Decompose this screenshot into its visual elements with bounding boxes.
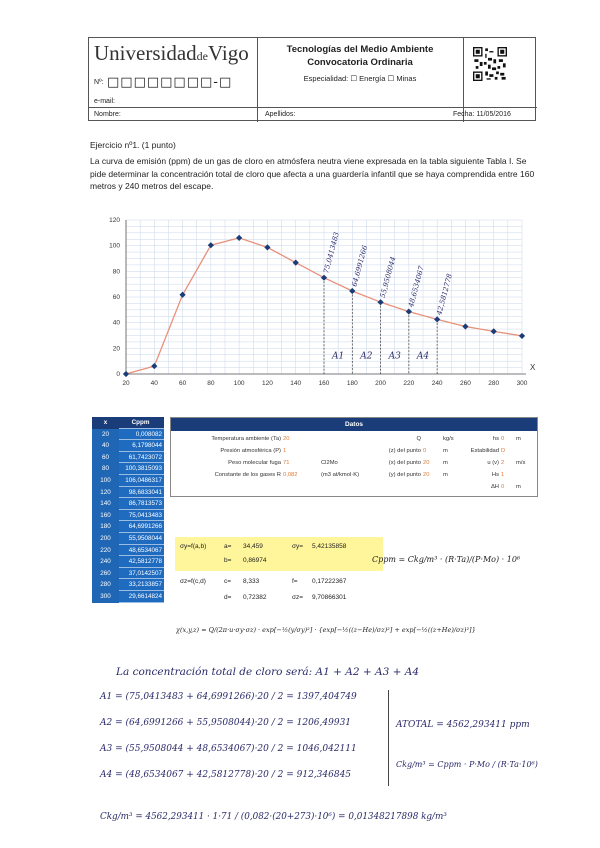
x-cell: 160 <box>92 510 119 522</box>
sy-symbol: σy= <box>292 543 304 550</box>
x-tick-label: 80 <box>207 380 215 387</box>
student-number-label: Nº: <box>94 79 104 86</box>
a-label: a= <box>224 543 232 550</box>
x-tick-label: 20 <box>122 380 130 387</box>
sy-func-label: σy=f(a,b) <box>180 543 207 550</box>
c-cell: 64,6991266 <box>119 521 164 533</box>
y-tick-label: 80 <box>112 268 120 276</box>
datos-cell: 71 <box>283 460 290 466</box>
value-annotation: 48,6534067 <box>407 265 426 309</box>
x-cell: 20 <box>92 429 119 441</box>
x-cell: 180 <box>92 521 119 533</box>
b-value: 0,86974 <box>243 557 267 564</box>
x-tick-label: 280 <box>488 380 500 387</box>
data-point <box>208 242 214 248</box>
k-value: 0,17222367 <box>312 578 347 585</box>
surname-label: Apellidos: <box>265 111 296 118</box>
c-cell: 29,6614824 <box>119 591 164 603</box>
area-label: A2 <box>360 351 373 362</box>
area-label: A4 <box>416 351 430 362</box>
datos-cell: kg/s <box>443 436 454 442</box>
hw-a2: A2 = (64,6991266 + 55,9508044)·20 / 2 = 1206,49931 <box>100 718 352 728</box>
hw-atotal: ATOTAL = 4562,293411 ppm <box>396 720 530 730</box>
x-tick-label: 220 <box>403 380 415 387</box>
hw-a1: A1 = (75,0413483 + 64,6991266)·20 / 2 = 1397,404749 <box>100 692 357 702</box>
x-tick-label: 180 <box>346 380 358 387</box>
x-cell: 300 <box>92 591 119 603</box>
datos-cell: D <box>501 448 506 454</box>
c-cell: 61,7423072 <box>119 452 164 464</box>
datos-cell: 1 <box>501 472 505 478</box>
hw-ckg-result: Ckg/m³ = 4562,293411 · 1·71 / (0,082·(20+273)·10⁶) = 0,01348217898 kg/m³ <box>100 812 447 822</box>
datos-cell: m/s <box>516 460 526 466</box>
datos-cell: Peso molecular fuga <box>228 460 281 466</box>
conversion-formula: Cppm = Ckg/m³ · (R·Ta)/(P·Mo) · 10⁶ <box>372 555 521 564</box>
datos-cell: m <box>443 472 448 478</box>
data-point <box>349 288 355 294</box>
x-cell: 280 <box>92 579 119 591</box>
value-annotation: 75,0413483 <box>322 231 341 275</box>
data-point <box>264 244 270 250</box>
x-tick-label: 60 <box>178 380 187 387</box>
datos-cell: hs <box>492 436 499 442</box>
datos-cell: (x) del punto <box>388 460 421 466</box>
hw-brace <box>388 690 389 786</box>
x-cell: 260 <box>92 568 119 580</box>
datos-cell: Presión atmosférica (P) <box>220 448 281 454</box>
data-point <box>434 316 440 322</box>
x-tick-label: 240 <box>431 380 443 387</box>
d-value: 0,72382 <box>243 594 267 601</box>
y-tick-label: 0 <box>116 371 120 378</box>
course-title: Tecnologías del Medio Ambiente <box>286 44 434 55</box>
emission-chart <box>90 212 538 390</box>
datos-cell: m <box>443 448 448 454</box>
x-cell: 220 <box>92 545 119 557</box>
x-tick-label: 140 <box>290 380 302 387</box>
datos-cell: 0 <box>501 484 505 490</box>
y-tick-label: 120 <box>109 217 120 224</box>
c-cell: 6,1798044 <box>119 440 164 452</box>
c-cell: 106,0486317 <box>119 475 164 487</box>
sz-symbol: σz= <box>292 594 304 601</box>
area-label: A1 <box>332 351 345 362</box>
area-label: A3 <box>388 351 401 362</box>
datos-cell: u (v) <box>487 460 499 466</box>
datos-cell: 20 <box>283 436 290 442</box>
email-label: e-mail: <box>94 98 116 105</box>
x-tick-label: 100 <box>233 380 245 387</box>
name-label: Nombre: <box>94 111 121 118</box>
datos-cell: (m3 at/kmol·K) <box>321 472 360 478</box>
c-cell: 33,2133857 <box>119 579 164 591</box>
d-label: d= <box>224 594 232 601</box>
datos-cell: 0 <box>501 436 505 442</box>
hw-a4: A4 = (48,6534067 + 42,5812778)·20 / 2 = 912,346845 <box>100 770 352 780</box>
data-point <box>406 308 412 314</box>
y-tick-label: 20 <box>112 345 120 353</box>
x-cell: 240 <box>92 556 119 568</box>
x-tick-label: 200 <box>375 380 387 387</box>
data-point <box>151 363 157 369</box>
k-symbol: f= <box>292 578 298 585</box>
c-value: 8,333 <box>243 578 260 585</box>
x-tick-label: 260 <box>459 380 471 387</box>
x-cell: 100 <box>92 475 119 487</box>
datos-cell: Hs <box>491 472 499 478</box>
sy-value: 5,42135858 <box>312 543 347 550</box>
datos-cell: 20 <box>423 472 430 478</box>
sz-value: 9,70866301 <box>312 594 347 601</box>
x-header: x <box>92 417 119 429</box>
a-value: 34,459 <box>243 543 263 550</box>
x-cells <box>92 429 119 603</box>
hw-ckg-formula: Ckg/m³ = Cppm · P·Mo / (R·Ta·10⁶) <box>396 760 538 769</box>
datos-cell: ΔH <box>490 484 499 490</box>
datos-cell: Constante de los gases R <box>214 472 281 478</box>
datos-cell: m <box>516 484 521 490</box>
university-vigo: Vigo <box>207 41 249 65</box>
data-point <box>377 299 383 305</box>
header-title-column <box>257 38 464 122</box>
c-cell: 98,6833041 <box>119 487 164 499</box>
x-axis-label: X <box>530 363 536 372</box>
sz-func-label: σz=f(c,d) <box>180 578 206 585</box>
datos-cell: 2 <box>501 460 505 466</box>
data-point <box>236 235 242 241</box>
header-divider <box>89 107 537 108</box>
datos-cell: (z) del punto <box>388 448 421 454</box>
datos-cell: Temperatura ambiente (Ta) <box>211 436 281 442</box>
c-cell: 75,0413483 <box>119 510 164 522</box>
exercise-statement: La curva de emisión (ppm) de un gas de cloro en atmósfera neutra viene expresada en la tabla siguiente Tabla I. Se pide determinar la concentración total de cloro que afecta a una guardería infantil que se haya comprendida entre 160 metros y 240 metros del escape. <box>90 156 535 191</box>
datos-cell: 0 <box>423 448 427 454</box>
datos-cell: Q <box>416 436 421 442</box>
datos-cell: 1 <box>283 448 287 454</box>
c-cell: 0,008082 <box>119 429 164 441</box>
x-column <box>92 417 119 603</box>
c-cell: 48,6534067 <box>119 545 164 557</box>
c-header: Cppm <box>119 417 164 429</box>
datos-cell: m <box>443 460 448 466</box>
c-cell: 100,3815093 <box>119 463 164 475</box>
datos-panel <box>170 417 538 497</box>
x-cell: 120 <box>92 487 119 499</box>
university-name: Universidad <box>94 41 197 65</box>
datos-cell: Estabilidad <box>470 448 499 454</box>
date-label: Fecha: 11/05/2016 <box>453 111 511 118</box>
exercise-title: Ejercicio nº1. (1 punto) <box>90 140 176 150</box>
gaussian-formula: χ(x,y,z) = Q/(2π·u·σy·σz) · exp[−½(y/σy)²] · {exp[−½((z−He)/σz)²] + exp[−½((z+He)/σz)²]} <box>176 626 476 634</box>
x-cell: 140 <box>92 498 119 510</box>
datos-cell: m <box>516 436 521 442</box>
x-cell: 80 <box>92 463 119 475</box>
x-cell: 60 <box>92 452 119 464</box>
c-cell: 55,9508044 <box>119 533 164 545</box>
b-label: b= <box>224 557 232 564</box>
qr-code-icon <box>473 47 507 81</box>
c-cell: 37,0142507 <box>119 568 164 580</box>
university-logo <box>94 41 249 66</box>
c-column <box>119 417 164 603</box>
y-tick-label: 100 <box>109 242 120 250</box>
hw-a3: A3 = (55,9508044 + 48,6534067)·20 / 2 = 1046,042111 <box>100 744 357 754</box>
x-tick-label: 40 <box>150 380 158 387</box>
c-cell: 86,7813573 <box>119 498 164 510</box>
x-cell: 40 <box>92 440 119 452</box>
x-tick-label: 120 <box>261 380 273 387</box>
hw-sentence: La concentración total de cloro será: A1 + A2 + A3 + A4 <box>116 666 420 678</box>
value-annotation: 55,9508044 <box>378 255 398 299</box>
x-tick-label: 160 <box>318 380 330 387</box>
data-point <box>123 371 129 377</box>
x-tick-label: 300 <box>516 380 528 387</box>
value-annotation: 42,5812778 <box>435 272 455 316</box>
datos-title: Datos <box>171 418 537 431</box>
datos-cell: 0,082 <box>283 472 298 478</box>
c-cell: 42,5812778 <box>119 556 164 568</box>
y-tick-label: 40 <box>112 319 120 327</box>
student-number-boxes[interactable]: □□□□□□□□-□ <box>107 75 233 90</box>
exam-header <box>88 37 536 121</box>
data-point <box>519 333 525 339</box>
x-cell: 200 <box>92 533 119 545</box>
university-de: de <box>196 49 208 63</box>
datos-cell: (y) del punto <box>388 472 421 478</box>
datos-cell: 20 <box>423 460 430 466</box>
datos-cell: Cl2Mo <box>321 460 338 466</box>
value-annotation: 64,6991266 <box>350 244 370 288</box>
specialty-options[interactable]: Especialidad: ☐ Energía ☐ Minas <box>303 74 417 83</box>
data-point <box>321 275 327 281</box>
exam-title: Convocatoria Ordinaria <box>307 57 413 68</box>
c-label: c= <box>224 578 232 585</box>
c-cells <box>119 429 164 603</box>
header-identity-column <box>89 38 258 122</box>
data-point <box>462 323 468 329</box>
y-tick-label: 60 <box>112 294 120 301</box>
